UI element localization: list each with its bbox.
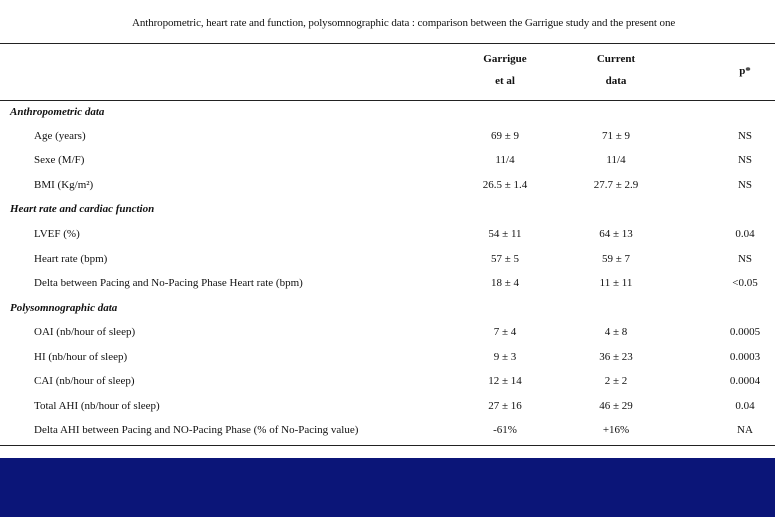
current-value: 59 ± 7	[601, 253, 631, 265]
row-label: Delta AHI between Pacing and NO-Pacing Phase (% of No-Pacing value)	[34, 424, 359, 436]
row-label: CAI (nb/hour of sleep)	[34, 375, 135, 387]
garrigue-value: 18 ± 4	[490, 277, 520, 289]
table-row	[0, 173, 775, 197]
row-label: Sexe (M/F)	[34, 154, 85, 166]
section-title-polysomnographic: Polysomnographic data	[10, 302, 118, 314]
p-value: 0.0003	[729, 351, 761, 363]
table-row	[0, 148, 775, 172]
table-row	[0, 320, 775, 344]
garrigue-value: -61%	[493, 424, 517, 436]
section-title-heart-rate: Heart rate and cardiac function	[10, 203, 155, 215]
current-value: 27.7 ± 2.9	[593, 179, 639, 191]
row-label: Heart rate (bpm)	[34, 253, 108, 265]
garrigue-value: 57 ± 5	[490, 253, 520, 265]
row-label: BMI (Kg/m²)	[34, 179, 94, 191]
table-row	[0, 247, 775, 271]
header-rule	[0, 100, 775, 101]
table-row	[0, 271, 775, 295]
garrigue-value: 11/4	[495, 154, 515, 166]
p-value: NS	[737, 130, 753, 142]
row-label: Total AHI (nb/hour of sleep)	[34, 400, 160, 412]
section-title-anthropometric: Anthropometric data	[10, 106, 105, 118]
garrigue-value: 26.5 ± 1.4	[482, 179, 528, 191]
column-header-p: p*	[739, 65, 751, 77]
garrigue-value: 9 ± 3	[493, 351, 517, 363]
column-header-current-line1: Current	[596, 53, 636, 65]
column-header-current	[566, 48, 666, 92]
column-header-garrigue-line2: et al	[495, 75, 515, 87]
row-label: Age (years)	[34, 130, 86, 142]
p-value: NA	[737, 424, 753, 436]
p-value: <0.05	[732, 277, 758, 289]
garrigue-value: 12 ± 14	[488, 375, 522, 387]
current-value: 11/4	[606, 154, 626, 166]
row-label: OAI (nb/hour of sleep)	[34, 326, 136, 338]
row-label: LVEF (%)	[34, 228, 80, 240]
garrigue-value: 54 ± 11	[488, 228, 522, 240]
current-value: 4 ± 8	[604, 326, 628, 338]
current-value: 71 ± 9	[601, 130, 631, 142]
p-value: 0.04	[735, 228, 755, 240]
p-value: 0.0005	[729, 326, 761, 338]
table-row	[0, 222, 775, 246]
p-value: 0.0004	[729, 375, 761, 387]
p-value: 0.04	[735, 400, 755, 412]
bottom-rule	[0, 445, 775, 446]
row-label: HI (nb/hour of sleep)	[34, 351, 128, 363]
table-row	[0, 394, 775, 418]
p-value: NS	[737, 154, 753, 166]
p-value: NS	[737, 253, 753, 265]
current-value: 2 ± 2	[604, 375, 628, 387]
garrigue-value: 69 ± 9	[490, 130, 520, 142]
table-row	[0, 418, 775, 442]
table-row	[0, 369, 775, 393]
current-value: 64 ± 13	[599, 228, 633, 240]
current-value: 11 ± 11	[599, 277, 633, 289]
p-value: NS	[737, 179, 753, 191]
garrigue-value: 7 ± 4	[493, 326, 517, 338]
row-label: Delta between Pacing and No-Pacing Phase Heart rate (bpm)	[34, 277, 303, 289]
footer-band	[0, 458, 775, 517]
current-value: 36 ± 23	[599, 351, 633, 363]
garrigue-value: 27 ± 16	[488, 400, 522, 412]
table-row	[0, 124, 775, 148]
top-rule	[0, 43, 775, 44]
column-header-current-line2: data	[605, 75, 627, 87]
table-row	[0, 345, 775, 369]
current-value: 46 ± 29	[599, 400, 633, 412]
table-caption: Anthropometric, heart rate and function, polysomnographic data : comparison between the Garrigue study and the present one	[132, 17, 676, 29]
column-header-garrigue	[455, 48, 555, 92]
column-header-garrigue-line1: Garrigue	[483, 53, 527, 65]
current-value: +16%	[602, 424, 630, 436]
